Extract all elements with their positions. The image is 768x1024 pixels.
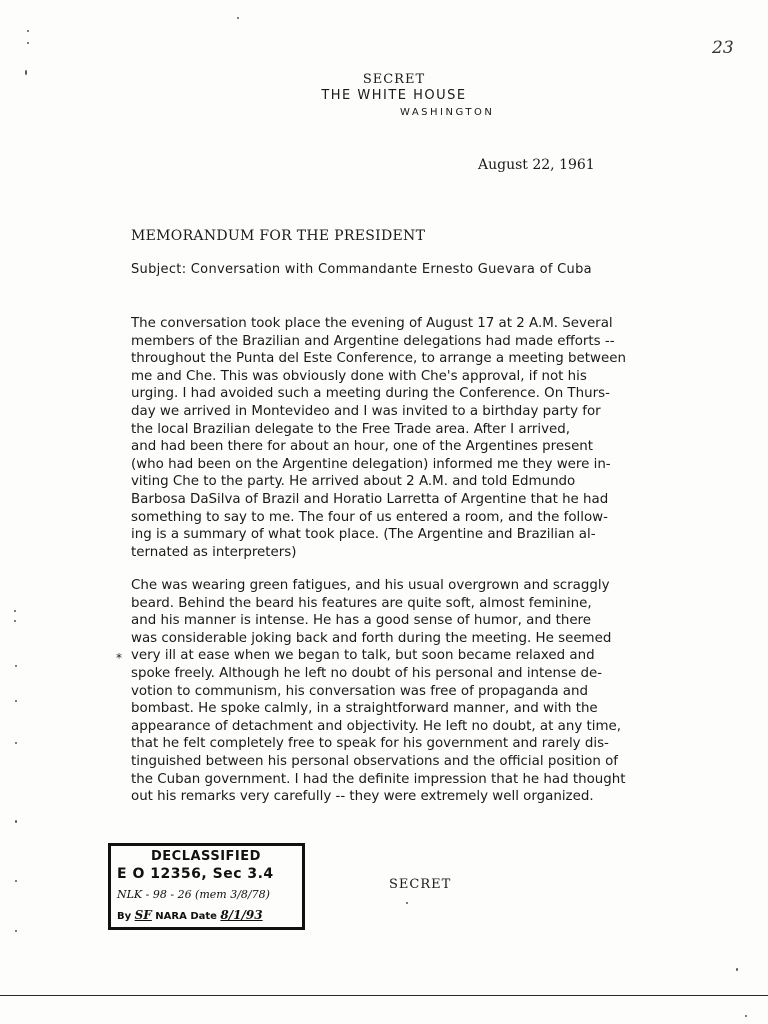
scan-speck xyxy=(25,70,27,75)
paragraph-line: that he felt completely free to speak for his government and rarely dis- xyxy=(131,736,609,752)
stamp-declassified-label: DECLASSIFIED xyxy=(151,849,261,864)
paragraph-2 xyxy=(131,577,703,806)
paragraph-line: viting Che to the party. He arrived about 2 A.M. and told Edmundo xyxy=(131,474,576,490)
stamp-date-label: NARA Date xyxy=(155,911,217,922)
stamp-by-initials: SF xyxy=(134,908,152,922)
paragraph-line: ing is a summary of what took place. (The Argentine and Brazilian al- xyxy=(131,527,596,543)
scan-speck xyxy=(15,665,17,667)
stamp-case-number: NLK - 98 - 26 (mem 3/8/78) xyxy=(117,888,270,901)
scan-speck xyxy=(14,620,16,622)
letterhead-city: WASHINGTON xyxy=(400,107,495,118)
paragraph-line: something to say to me. The four of us entered a room, and the follow- xyxy=(131,509,608,525)
paragraph-line: beard. Behind the beard his features are quite soft, almost feminine, xyxy=(131,595,592,611)
scan-speck xyxy=(736,968,738,971)
paragraph-line: the local Brazilian delegate to the Free Trade area. After I arrived, xyxy=(131,421,571,437)
paragraph-line: bombast. He spoke calmly, in a straightforward manner, and with the xyxy=(131,701,598,717)
classification-top: SECRET xyxy=(362,72,426,87)
page-number: 23 xyxy=(712,38,734,58)
scan-speck xyxy=(15,700,17,702)
scan-speck xyxy=(15,742,17,744)
paragraph-line: and his manner is intense. He has a good sense of humor, and there xyxy=(131,613,592,629)
declassified-stamp xyxy=(108,843,305,930)
paragraph-line: Che was wearing green fatigues, and his usual overgrown and scraggly xyxy=(131,578,610,593)
scan-speck xyxy=(15,880,17,882)
scan-speck xyxy=(27,42,29,44)
paragraph-line: throughout the Punta del Este Conference, to arrange a meeting between xyxy=(131,351,626,367)
bottom-rule xyxy=(0,995,768,996)
scan-speck xyxy=(15,820,17,823)
paragraph-line: (who had been on the Argentine delegation) informed me they were in- xyxy=(131,456,611,472)
scan-speck xyxy=(745,1015,747,1017)
paragraph-line: and had been there for about an hour, one of the Argentines present xyxy=(131,439,594,455)
paragraph-line: members of the Brazilian and Argentine delegations had made efforts -- xyxy=(131,333,615,349)
scan-speck xyxy=(406,902,408,904)
stamp-signoff xyxy=(117,908,263,922)
paragraph-line: Barbosa DaSilva of Brazil and Horatio Larretta of Argentine that he had xyxy=(131,491,609,507)
paragraph-line: out his remarks very carefully -- they were extremely well organized. xyxy=(131,789,594,805)
scan-speck xyxy=(27,30,29,32)
stamp-by-label: By xyxy=(117,911,132,922)
paragraph-line: The conversation took place the evening of August 17 at 2 A.M. Several xyxy=(131,316,613,331)
memo-date: August 22, 1961 xyxy=(478,157,595,173)
scan-speck xyxy=(14,610,16,612)
classification-bottom: SECRET xyxy=(389,877,452,892)
paragraph-line: spoke freely. Although he left no doubt of his personal and intense de- xyxy=(131,665,603,681)
memo-heading: MEMORANDUM FOR THE PRESIDENT xyxy=(131,228,426,244)
memo-subject: Subject: Conversation with Commandante Ernesto Guevara of Cuba xyxy=(131,262,592,277)
stamp-authority: E O 12356, Sec 3.4 xyxy=(117,866,274,882)
paragraph-line: ternated as interpreters) xyxy=(131,544,297,560)
paragraph-1 xyxy=(131,315,703,561)
scan-speck xyxy=(15,930,17,932)
paragraph-line: day we arrived in Montevideo and I was invited to a birthday party for xyxy=(131,403,601,419)
paragraph-line: was considerable joking back and forth during the meeting. He seemed xyxy=(131,630,612,646)
paragraph-line: me and Che. This was obviously done with Che's approval, if not his xyxy=(131,368,587,384)
paragraph-line: very ill at ease when we began to talk, but soon became relaxed and xyxy=(131,648,595,664)
stamp-date-value: 8/1/93 xyxy=(220,908,263,922)
letterhead-title: THE WHITE HOUSE xyxy=(321,88,467,103)
paragraph-line: the Cuban government. I had the definite impression that he had thought xyxy=(131,771,626,787)
paragraph-line: votion to communism, his conversation was free of propaganda and xyxy=(131,683,589,699)
paragraph-line: urging. I had avoided such a meeting during the Conference. On Thurs- xyxy=(131,386,610,402)
paragraph-line: tinguished between his personal observations and the official position of xyxy=(131,753,619,769)
scan-speck xyxy=(237,17,239,19)
paragraph-line: appearance of detachment and objectivity. He left no doubt, at any time, xyxy=(131,718,622,734)
margin-marker: * xyxy=(116,651,122,665)
